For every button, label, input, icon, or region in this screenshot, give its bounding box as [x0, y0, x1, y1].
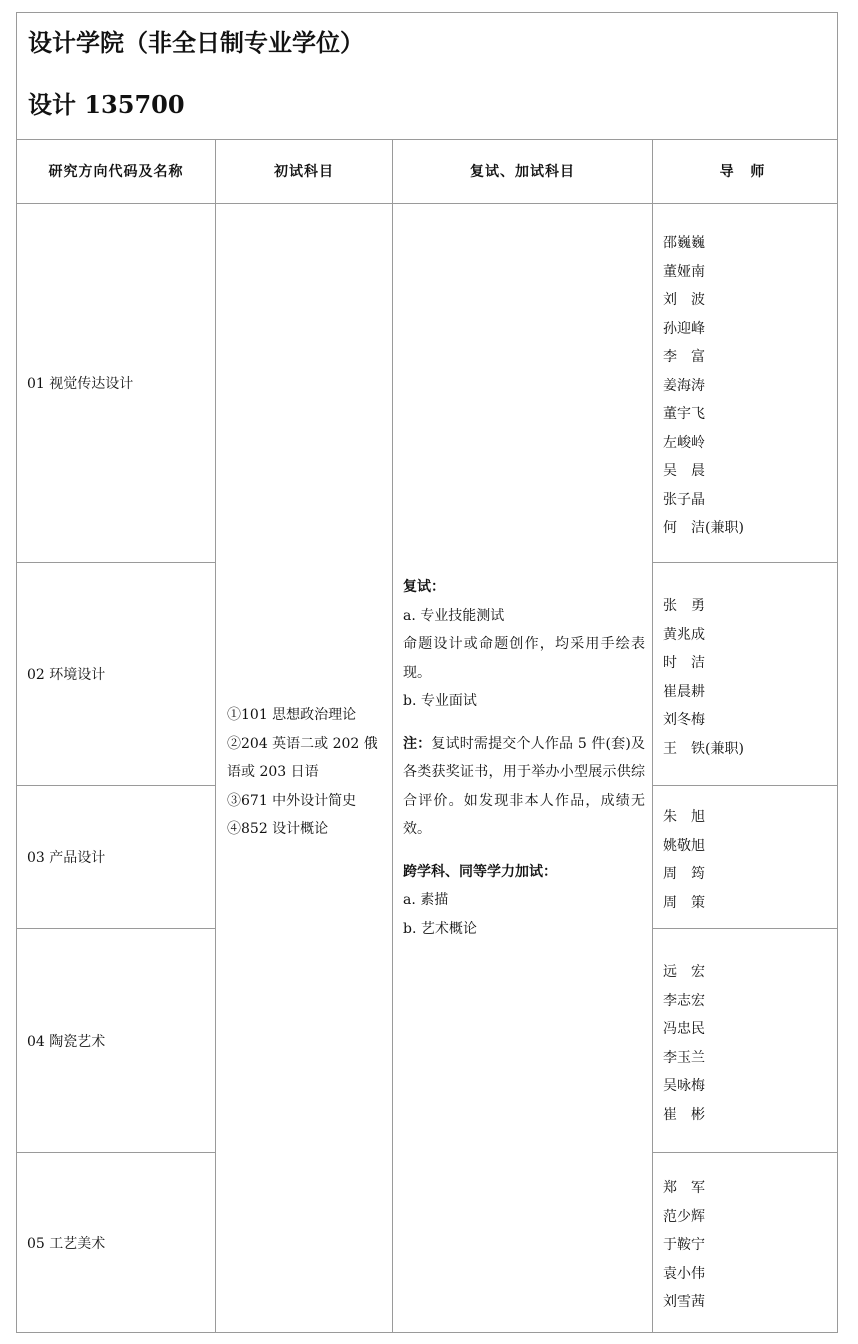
retest-item-a-desc: 命题设计或命题创作，均采用手绘表现。 — [403, 636, 645, 681]
supervisor-name: 姚敬旭 — [663, 837, 705, 854]
supervisor-name: 李志宏 — [663, 992, 705, 1009]
supervisor-name: 刘 波 — [663, 292, 705, 308]
direction-03: 03 产品设计 — [27, 850, 106, 866]
retest-item-b: b. 专业面试 — [403, 693, 477, 709]
retest-note-label: 注： — [403, 735, 432, 752]
row-divider — [653, 928, 837, 929]
supervisor-name: 刘冬梅 — [663, 712, 705, 728]
supervisor-name: 周 策 — [663, 894, 705, 911]
extra-test-a: a. 素描 — [403, 892, 449, 908]
retest-note-text: 复试时需提交个人作品 5 件(套)及各类获奖证书，用于举办小型展示供综合评价。如发现非本人作品，成绩无效。 — [403, 735, 646, 837]
supervisor-name: 张 勇 — [663, 598, 705, 614]
column-header-initial: 初试科目 — [274, 164, 334, 180]
supervisor-name: 刘雪茜 — [663, 1294, 705, 1310]
row-divider — [653, 785, 837, 786]
spacer — [403, 844, 645, 858]
supervisor-name: 吴咏梅 — [663, 1078, 705, 1094]
row-divider — [653, 562, 837, 563]
initial-subjects — [227, 701, 387, 844]
supervisor-name: 郑 军 — [663, 1180, 705, 1196]
supervisor-list-01 — [663, 229, 744, 543]
direction-02: 02 环境设计 — [27, 667, 106, 683]
supervisor-name: 崔晨耕 — [663, 683, 705, 700]
spacer — [403, 716, 645, 730]
supervisor-name: 董宇飞 — [663, 406, 705, 422]
major-title: 设计 135700 — [28, 90, 185, 119]
column-header-direction: 研究方向代码及名称 — [48, 164, 184, 180]
column-divider — [652, 139, 653, 1332]
supervisor-name: 冯忠民 — [663, 1021, 705, 1037]
supervisor-name: 王 铁(兼职) — [663, 740, 744, 757]
supervisor-name: 孙迎峰 — [663, 320, 705, 337]
supervisor-name: 姜海涛 — [663, 377, 705, 394]
retest-item-a: a. 专业技能测试 — [403, 607, 505, 624]
extra-test-b: b. 艺术概论 — [403, 920, 477, 937]
supervisor-list-04 — [663, 958, 705, 1129]
retest-subjects — [403, 573, 645, 943]
supervisor-name: 时 洁 — [663, 655, 705, 671]
supervisor-name: 周 筠 — [663, 866, 705, 882]
supervisor-name: 李 富 — [663, 349, 705, 365]
retest-note — [403, 730, 645, 844]
column-divider — [392, 139, 393, 1332]
supervisor-name: 张子晶 — [663, 491, 705, 508]
supervisor-list-03 — [663, 803, 705, 917]
supervisor-name: 袁小伟 — [663, 1265, 705, 1282]
supervisor-name: 于鞍宁 — [663, 1237, 705, 1253]
row-divider — [653, 1152, 837, 1153]
supervisor-name: 黄兆成 — [663, 626, 705, 643]
supervisor-name: 崔 彬 — [663, 1106, 705, 1123]
supervisor-name: 吴 晨 — [663, 463, 705, 479]
column-divider — [215, 139, 216, 1332]
supervisor-name: 董娅南 — [663, 263, 705, 280]
supervisor-name: 邵巍巍 — [663, 235, 705, 251]
subject-politics: ①101 思想政治理论 — [227, 707, 357, 723]
column-header-retest: 复试、加试科目 — [470, 164, 575, 180]
supervisor-name: 范少辉 — [663, 1208, 705, 1225]
subject-design-theory: ④852 设计概论 — [227, 821, 329, 837]
supervisor-list-05 — [663, 1174, 705, 1317]
extra-test-heading: 跨学科、同等学力加试： — [403, 863, 557, 880]
header-row-divider — [17, 203, 837, 204]
retest-heading: 复试： — [403, 579, 445, 595]
table-header — [17, 13, 837, 140]
direction-05: 05 工艺美术 — [27, 1236, 106, 1252]
supervisor-name: 李玉兰 — [663, 1049, 705, 1066]
school-title: 设计学院（非全日制专业学位） — [28, 28, 364, 57]
supervisor-list-02 — [663, 592, 744, 763]
subject-language: ②204 英语二或 202 俄语或 203 日语 — [227, 735, 378, 780]
supervisor-name: 朱 旭 — [663, 809, 705, 825]
direction-01: 01 视觉传达设计 — [27, 376, 134, 392]
direction-04: 04 陶瓷艺术 — [27, 1033, 106, 1050]
supervisor-name: 左峻岭 — [663, 434, 705, 451]
supervisor-name: 何 洁(兼职) — [663, 520, 744, 536]
subject-design-history: ③671 中外设计简史 — [227, 792, 357, 809]
supervisor-name: 远 宏 — [663, 964, 705, 980]
column-header-supervisor: 导 师 — [719, 164, 771, 180]
admission-table — [16, 12, 838, 1333]
